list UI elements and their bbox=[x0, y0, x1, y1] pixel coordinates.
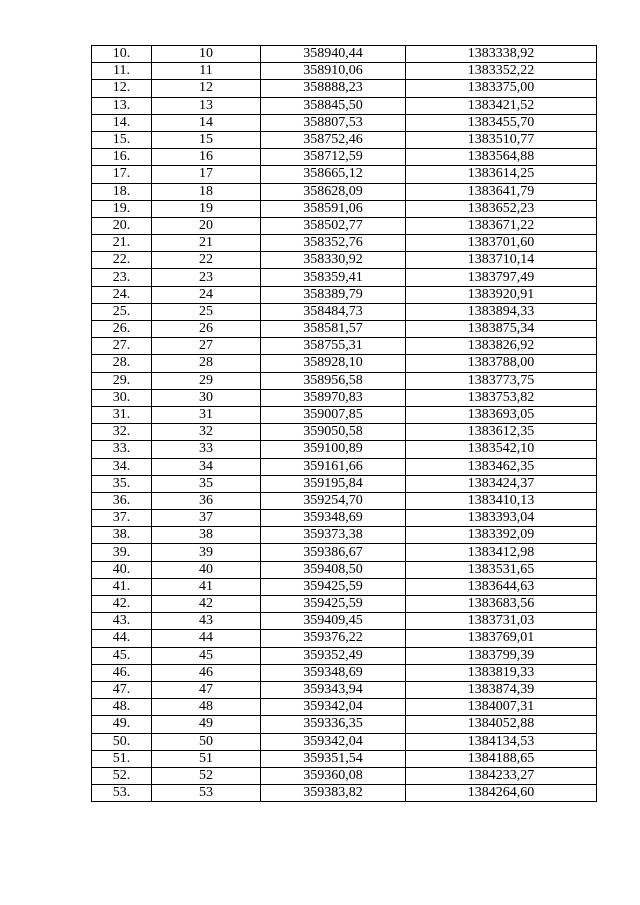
x-coordinate-cell: 358910,06 bbox=[261, 63, 406, 80]
row-number-cell: 14. bbox=[92, 114, 152, 131]
row-number-cell: 36. bbox=[92, 492, 152, 509]
table-row bbox=[92, 149, 597, 166]
point-number-cell: 37 bbox=[152, 510, 261, 527]
table-row bbox=[92, 767, 597, 784]
row-number-cell: 31. bbox=[92, 406, 152, 423]
row-number-cell: 10. bbox=[92, 46, 152, 63]
table-row bbox=[92, 424, 597, 441]
point-number-cell: 16 bbox=[152, 149, 261, 166]
row-number-cell: 52. bbox=[92, 767, 152, 784]
row-number-cell: 53. bbox=[92, 785, 152, 802]
x-coordinate-cell: 359352,49 bbox=[261, 647, 406, 664]
point-number-cell: 12 bbox=[152, 80, 261, 97]
table-row bbox=[92, 492, 597, 509]
row-number-cell: 43. bbox=[92, 613, 152, 630]
y-coordinate-cell: 1383542,10 bbox=[406, 441, 597, 458]
table-row bbox=[92, 716, 597, 733]
row-number-cell: 39. bbox=[92, 544, 152, 561]
point-number-cell: 13 bbox=[152, 97, 261, 114]
point-number-cell: 45 bbox=[152, 647, 261, 664]
table-row bbox=[92, 372, 597, 389]
x-coordinate-cell: 358628,09 bbox=[261, 183, 406, 200]
table-row bbox=[92, 131, 597, 148]
table-row bbox=[92, 596, 597, 613]
x-coordinate-cell: 358581,57 bbox=[261, 321, 406, 338]
x-coordinate-cell: 359376,22 bbox=[261, 630, 406, 647]
point-number-cell: 35 bbox=[152, 475, 261, 492]
y-coordinate-cell: 1383710,14 bbox=[406, 252, 597, 269]
point-number-cell: 28 bbox=[152, 355, 261, 372]
point-number-cell: 47 bbox=[152, 681, 261, 698]
table-row bbox=[92, 286, 597, 303]
table-row bbox=[92, 458, 597, 475]
y-coordinate-cell: 1384052,88 bbox=[406, 716, 597, 733]
y-coordinate-cell: 1383612,35 bbox=[406, 424, 597, 441]
x-coordinate-cell: 358752,46 bbox=[261, 131, 406, 148]
row-number-cell: 51. bbox=[92, 750, 152, 767]
x-coordinate-cell: 358928,10 bbox=[261, 355, 406, 372]
x-coordinate-cell: 359348,69 bbox=[261, 664, 406, 681]
point-number-cell: 19 bbox=[152, 200, 261, 217]
point-number-cell: 46 bbox=[152, 664, 261, 681]
point-number-cell: 39 bbox=[152, 544, 261, 561]
y-coordinate-cell: 1383773,75 bbox=[406, 372, 597, 389]
point-number-cell: 24 bbox=[152, 286, 261, 303]
x-coordinate-cell: 358712,59 bbox=[261, 149, 406, 166]
table-row bbox=[92, 338, 597, 355]
table-row bbox=[92, 303, 597, 320]
point-number-cell: 32 bbox=[152, 424, 261, 441]
row-number-cell: 34. bbox=[92, 458, 152, 475]
point-number-cell: 36 bbox=[152, 492, 261, 509]
point-number-cell: 50 bbox=[152, 733, 261, 750]
point-number-cell: 52 bbox=[152, 767, 261, 784]
y-coordinate-cell: 1383392,09 bbox=[406, 527, 597, 544]
x-coordinate-cell: 358352,76 bbox=[261, 235, 406, 252]
x-coordinate-cell: 358389,79 bbox=[261, 286, 406, 303]
row-number-cell: 19. bbox=[92, 200, 152, 217]
coordinates-table bbox=[91, 45, 597, 802]
x-coordinate-cell: 359351,54 bbox=[261, 750, 406, 767]
row-number-cell: 50. bbox=[92, 733, 152, 750]
x-coordinate-cell: 358755,31 bbox=[261, 338, 406, 355]
coordinates-table-body bbox=[92, 46, 597, 802]
point-number-cell: 33 bbox=[152, 441, 261, 458]
x-coordinate-cell: 359007,85 bbox=[261, 406, 406, 423]
row-number-cell: 41. bbox=[92, 578, 152, 595]
table-row bbox=[92, 183, 597, 200]
y-coordinate-cell: 1383799,39 bbox=[406, 647, 597, 664]
x-coordinate-cell: 359342,04 bbox=[261, 733, 406, 750]
point-number-cell: 49 bbox=[152, 716, 261, 733]
row-number-cell: 35. bbox=[92, 475, 152, 492]
y-coordinate-cell: 1384264,60 bbox=[406, 785, 597, 802]
x-coordinate-cell: 358484,73 bbox=[261, 303, 406, 320]
x-coordinate-cell: 359425,59 bbox=[261, 596, 406, 613]
x-coordinate-cell: 359336,35 bbox=[261, 716, 406, 733]
table-row bbox=[92, 578, 597, 595]
table-row bbox=[92, 252, 597, 269]
table-row bbox=[92, 544, 597, 561]
row-number-cell: 29. bbox=[92, 372, 152, 389]
x-coordinate-cell: 358970,83 bbox=[261, 389, 406, 406]
x-coordinate-cell: 358888,23 bbox=[261, 80, 406, 97]
y-coordinate-cell: 1383683,56 bbox=[406, 596, 597, 613]
table-row bbox=[92, 527, 597, 544]
point-number-cell: 26 bbox=[152, 321, 261, 338]
x-coordinate-cell: 359425,59 bbox=[261, 578, 406, 595]
table-row bbox=[92, 321, 597, 338]
point-number-cell: 10 bbox=[152, 46, 261, 63]
row-number-cell: 22. bbox=[92, 252, 152, 269]
y-coordinate-cell: 1383375,00 bbox=[406, 80, 597, 97]
x-coordinate-cell: 359342,04 bbox=[261, 699, 406, 716]
y-coordinate-cell: 1384233,27 bbox=[406, 767, 597, 784]
x-coordinate-cell: 359050,58 bbox=[261, 424, 406, 441]
table-row bbox=[92, 355, 597, 372]
y-coordinate-cell: 1384134,53 bbox=[406, 733, 597, 750]
x-coordinate-cell: 358591,06 bbox=[261, 200, 406, 217]
y-coordinate-cell: 1383875,34 bbox=[406, 321, 597, 338]
x-coordinate-cell: 358845,50 bbox=[261, 97, 406, 114]
point-number-cell: 43 bbox=[152, 613, 261, 630]
y-coordinate-cell: 1383753,82 bbox=[406, 389, 597, 406]
x-coordinate-cell: 359409,45 bbox=[261, 613, 406, 630]
table-row bbox=[92, 114, 597, 131]
y-coordinate-cell: 1383826,92 bbox=[406, 338, 597, 355]
point-number-cell: 30 bbox=[152, 389, 261, 406]
point-number-cell: 27 bbox=[152, 338, 261, 355]
point-number-cell: 42 bbox=[152, 596, 261, 613]
y-coordinate-cell: 1383424,37 bbox=[406, 475, 597, 492]
point-number-cell: 29 bbox=[152, 372, 261, 389]
table-row bbox=[92, 630, 597, 647]
x-coordinate-cell: 358359,41 bbox=[261, 269, 406, 286]
y-coordinate-cell: 1383797,49 bbox=[406, 269, 597, 286]
x-coordinate-cell: 359343,94 bbox=[261, 681, 406, 698]
row-number-cell: 23. bbox=[92, 269, 152, 286]
y-coordinate-cell: 1383455,70 bbox=[406, 114, 597, 131]
row-number-cell: 32. bbox=[92, 424, 152, 441]
table-row bbox=[92, 200, 597, 217]
row-number-cell: 17. bbox=[92, 166, 152, 183]
y-coordinate-cell: 1383788,00 bbox=[406, 355, 597, 372]
x-coordinate-cell: 359408,50 bbox=[261, 561, 406, 578]
point-number-cell: 48 bbox=[152, 699, 261, 716]
row-number-cell: 30. bbox=[92, 389, 152, 406]
point-number-cell: 20 bbox=[152, 217, 261, 234]
x-coordinate-cell: 359100,89 bbox=[261, 441, 406, 458]
row-number-cell: 16. bbox=[92, 149, 152, 166]
y-coordinate-cell: 1383652,23 bbox=[406, 200, 597, 217]
table-row bbox=[92, 664, 597, 681]
point-number-cell: 53 bbox=[152, 785, 261, 802]
row-number-cell: 12. bbox=[92, 80, 152, 97]
row-number-cell: 46. bbox=[92, 664, 152, 681]
table-row bbox=[92, 750, 597, 767]
table-row bbox=[92, 63, 597, 80]
y-coordinate-cell: 1383769,01 bbox=[406, 630, 597, 647]
y-coordinate-cell: 1383510,77 bbox=[406, 131, 597, 148]
point-number-cell: 31 bbox=[152, 406, 261, 423]
y-coordinate-cell: 1383874,39 bbox=[406, 681, 597, 698]
y-coordinate-cell: 1383393,04 bbox=[406, 510, 597, 527]
row-number-cell: 25. bbox=[92, 303, 152, 320]
point-number-cell: 15 bbox=[152, 131, 261, 148]
table-row bbox=[92, 80, 597, 97]
table-row bbox=[92, 97, 597, 114]
row-number-cell: 37. bbox=[92, 510, 152, 527]
table-row bbox=[92, 217, 597, 234]
y-coordinate-cell: 1383564,88 bbox=[406, 149, 597, 166]
y-coordinate-cell: 1383531,65 bbox=[406, 561, 597, 578]
table-row bbox=[92, 166, 597, 183]
table-row bbox=[92, 441, 597, 458]
y-coordinate-cell: 1384188,65 bbox=[406, 750, 597, 767]
table-row bbox=[92, 269, 597, 286]
x-coordinate-cell: 358956,58 bbox=[261, 372, 406, 389]
y-coordinate-cell: 1383693,05 bbox=[406, 406, 597, 423]
y-coordinate-cell: 1383644,63 bbox=[406, 578, 597, 595]
point-number-cell: 34 bbox=[152, 458, 261, 475]
y-coordinate-cell: 1383701,60 bbox=[406, 235, 597, 252]
row-number-cell: 21. bbox=[92, 235, 152, 252]
point-number-cell: 22 bbox=[152, 252, 261, 269]
row-number-cell: 42. bbox=[92, 596, 152, 613]
x-coordinate-cell: 359386,67 bbox=[261, 544, 406, 561]
row-number-cell: 24. bbox=[92, 286, 152, 303]
row-number-cell: 15. bbox=[92, 131, 152, 148]
y-coordinate-cell: 1383894,33 bbox=[406, 303, 597, 320]
y-coordinate-cell: 1383410,13 bbox=[406, 492, 597, 509]
y-coordinate-cell: 1383338,92 bbox=[406, 46, 597, 63]
y-coordinate-cell: 1383412,98 bbox=[406, 544, 597, 561]
row-number-cell: 45. bbox=[92, 647, 152, 664]
x-coordinate-cell: 359254,70 bbox=[261, 492, 406, 509]
table-row bbox=[92, 561, 597, 578]
y-coordinate-cell: 1383819,33 bbox=[406, 664, 597, 681]
x-coordinate-cell: 358502,77 bbox=[261, 217, 406, 234]
row-number-cell: 38. bbox=[92, 527, 152, 544]
y-coordinate-cell: 1383920,91 bbox=[406, 286, 597, 303]
table-row bbox=[92, 235, 597, 252]
table-row bbox=[92, 475, 597, 492]
table-row bbox=[92, 647, 597, 664]
row-number-cell: 20. bbox=[92, 217, 152, 234]
y-coordinate-cell: 1383462,35 bbox=[406, 458, 597, 475]
y-coordinate-cell: 1384007,31 bbox=[406, 699, 597, 716]
y-coordinate-cell: 1383352,22 bbox=[406, 63, 597, 80]
x-coordinate-cell: 359195,84 bbox=[261, 475, 406, 492]
table-row bbox=[92, 699, 597, 716]
row-number-cell: 44. bbox=[92, 630, 152, 647]
point-number-cell: 14 bbox=[152, 114, 261, 131]
x-coordinate-cell: 358330,92 bbox=[261, 252, 406, 269]
x-coordinate-cell: 359373,38 bbox=[261, 527, 406, 544]
x-coordinate-cell: 358665,12 bbox=[261, 166, 406, 183]
x-coordinate-cell: 359383,82 bbox=[261, 785, 406, 802]
table-row bbox=[92, 389, 597, 406]
point-number-cell: 51 bbox=[152, 750, 261, 767]
point-number-cell: 17 bbox=[152, 166, 261, 183]
point-number-cell: 25 bbox=[152, 303, 261, 320]
y-coordinate-cell: 1383731,03 bbox=[406, 613, 597, 630]
point-number-cell: 21 bbox=[152, 235, 261, 252]
row-number-cell: 49. bbox=[92, 716, 152, 733]
point-number-cell: 11 bbox=[152, 63, 261, 80]
table-row bbox=[92, 785, 597, 802]
point-number-cell: 44 bbox=[152, 630, 261, 647]
y-coordinate-cell: 1383421,52 bbox=[406, 97, 597, 114]
table-row bbox=[92, 733, 597, 750]
y-coordinate-cell: 1383641,79 bbox=[406, 183, 597, 200]
table-row bbox=[92, 510, 597, 527]
point-number-cell: 23 bbox=[152, 269, 261, 286]
row-number-cell: 28. bbox=[92, 355, 152, 372]
x-coordinate-cell: 359360,08 bbox=[261, 767, 406, 784]
table-row bbox=[92, 613, 597, 630]
y-coordinate-cell: 1383614,25 bbox=[406, 166, 597, 183]
point-number-cell: 41 bbox=[152, 578, 261, 595]
x-coordinate-cell: 359161,66 bbox=[261, 458, 406, 475]
row-number-cell: 48. bbox=[92, 699, 152, 716]
point-number-cell: 18 bbox=[152, 183, 261, 200]
row-number-cell: 26. bbox=[92, 321, 152, 338]
table-row bbox=[92, 681, 597, 698]
point-number-cell: 40 bbox=[152, 561, 261, 578]
x-coordinate-cell: 358807,53 bbox=[261, 114, 406, 131]
x-coordinate-cell: 359348,69 bbox=[261, 510, 406, 527]
row-number-cell: 13. bbox=[92, 97, 152, 114]
row-number-cell: 27. bbox=[92, 338, 152, 355]
table-row bbox=[92, 46, 597, 63]
y-coordinate-cell: 1383671,22 bbox=[406, 217, 597, 234]
table-row bbox=[92, 406, 597, 423]
row-number-cell: 33. bbox=[92, 441, 152, 458]
row-number-cell: 11. bbox=[92, 63, 152, 80]
row-number-cell: 47. bbox=[92, 681, 152, 698]
row-number-cell: 40. bbox=[92, 561, 152, 578]
x-coordinate-cell: 358940,44 bbox=[261, 46, 406, 63]
row-number-cell: 18. bbox=[92, 183, 152, 200]
point-number-cell: 38 bbox=[152, 527, 261, 544]
